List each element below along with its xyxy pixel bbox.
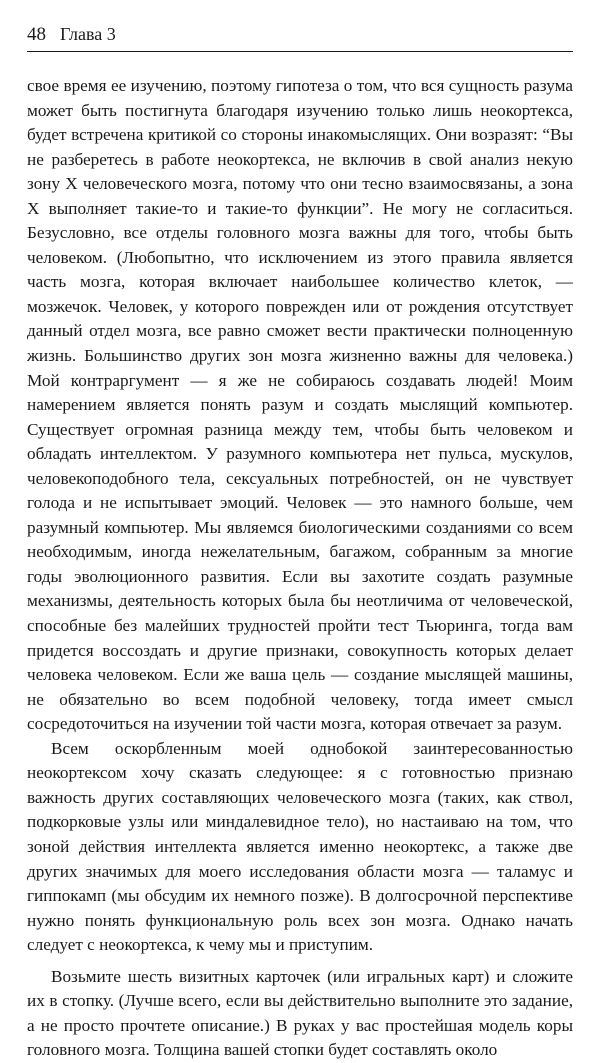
paragraph-3: Возьмите шесть визитных карточек (или игральных карт) и сложите их в стопку. (Лучше всего, если вы действительно выполните это задание, а не просто прочтете описание.) В руках у вас простейшая модель коры головного мозга. Толщина вашей стопки будет составлять около bbox=[27, 966, 573, 1060]
paragraph-2: Всем оскорбленным моей однобокой заинтересованностью неокортексом хочу сказать следующее: я с готовностью признаю важность других составляющих человеческого мозга (таких, как ствол, подкорковые узлы или миндалевидное тело), но настаиваю на том, что зоной действия интеллекта является именно неокортекс, а также две других значимых для моего исследования области мозга — таламус и гиппокамп (мы обсудим их немного позже). В долгосрочной перспективе нужно понять функциональную роль всех зон мозга. Однако начать следует с неокортекса, к чему мы и приступим. bbox=[27, 738, 573, 955]
running-head bbox=[27, 22, 573, 52]
body-text bbox=[27, 74, 573, 1063]
book-page bbox=[27, 22, 573, 1063]
page-number: 48 bbox=[27, 24, 46, 45]
paragraph-1: свое время ее изучению, поэтому гипотеза о том, что вся сущность разума может быть постигнута благодаря изучению только лишь неокортекса, будет встречена критикой со стороны инакомыслящих. Они возразят: “Вы не разберетесь в работе неокортекса, не включив в свой анализ некую зону X человеческого мозга, потому что они тесно взаимосвязаны, а зона X выполняет такие-то и такие-то функции”. Не могу не согласиться. Безусловно, все отделы головного мозга важны для того, чтобы быть человеком. (Любопытно, что исключением из этого правила является часть мозга, которая включает наибольшее количество клеток, — мозжечок. Человек, у которого поврежден или от рождения отсутствует данный отдел мозга, все равно сможет вести практически полноценную жизнь. Большинство других зон мозга жизненно важны для человека.) Мой контраргумент — я же не собираюсь создавать людей! Моим намерением является понять разум и создать мыслящий компьютер. Существует огромная разница между тем, чтобы быть человеком и обладать интеллектом. У разумного компьютера нет пульса, мускулов, человекоподобного тела, сексуальных потребностей, он не чувствует голода и не испытывает эмоций. Человек — это намного больше, чем разумный компьютер. Мы являемся биологическими созданиями со всем необходимым, иногда нежелательным, багажом, собранным за многие годы эволюционного развития. Если вы захотите создать разумные механизмы, деятельность которых была бы неотличима от человеческой, способные без малейших трудностей пройти тест Тьюринга, тогда вам придется воссоздать и другие признаки, совокупность которых делает человека человеком. Если же ваша цель — создание мыслящей машины, не обязательно во всем подобной человеку, тогда имеет смысл сосредоточиться на изучении той части мозга, которая отвечает за разум. bbox=[27, 76, 573, 734]
chapter-title: Глава 3 bbox=[60, 24, 116, 44]
